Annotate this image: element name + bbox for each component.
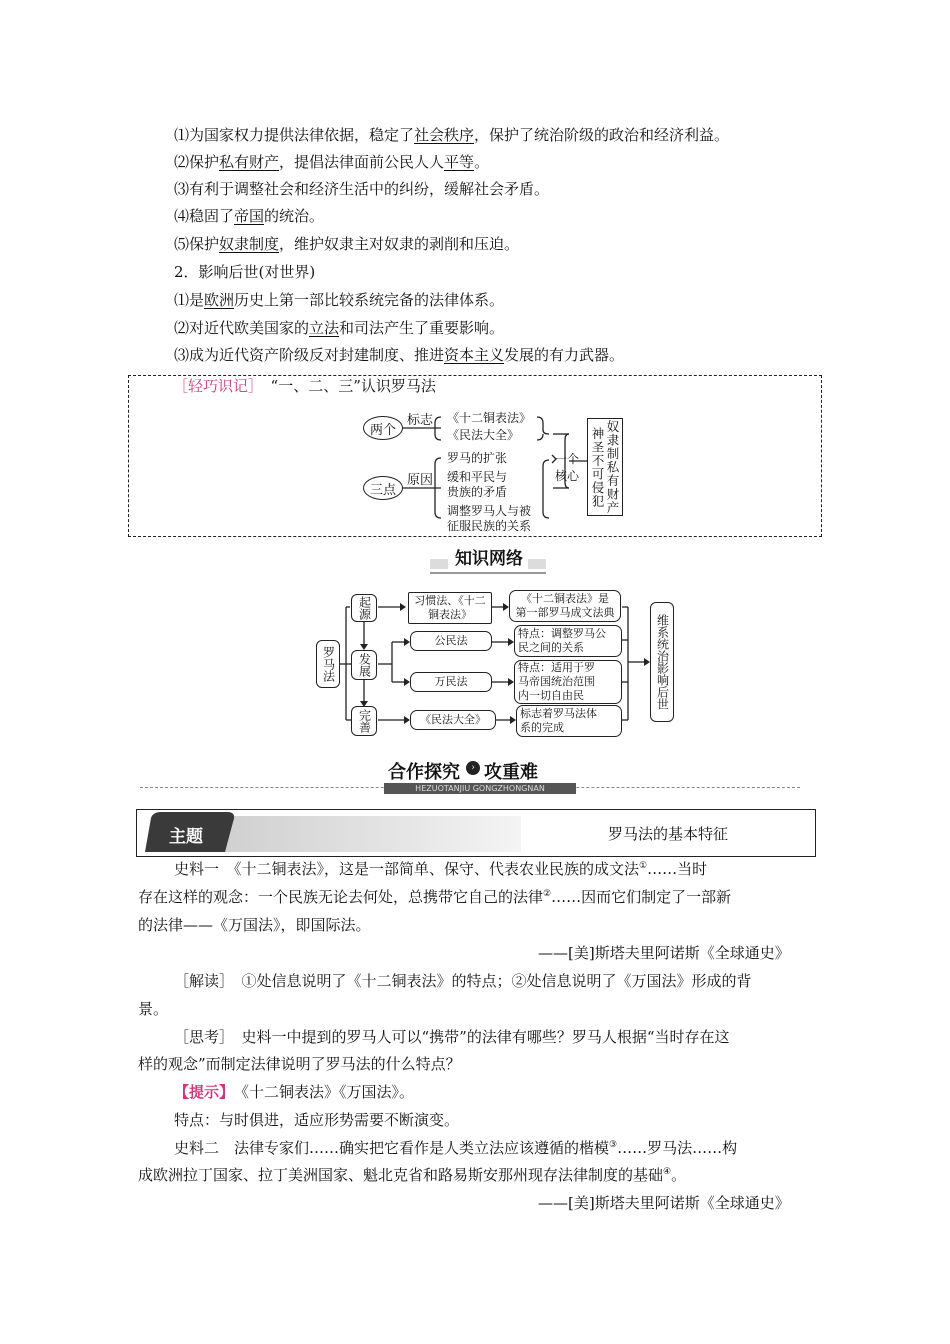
memo-label-reason: 原因 — [407, 473, 434, 488]
hint-line: 【提示】 《十二铜表法》《万国法》。 — [174, 1083, 415, 1101]
network-corpus-juris: 《民法大全》 — [410, 710, 496, 730]
network-civil-law-feature: 特点：调整罗马公 民之间的关系 — [514, 625, 622, 657]
source2-line-2: 成欧洲拉丁国家、拉丁美洲国家、魁北克省和路易斯安那州现存法律制度的基础④。 — [138, 1166, 687, 1184]
network-jus-gentium: 万民法 — [410, 672, 492, 692]
topic-bar — [136, 809, 816, 857]
memo-reason-2b: 贵族的矛盾 — [447, 485, 508, 499]
memo-header: ［轻巧识记］ “一、二、三”认识罗马法 — [173, 377, 436, 395]
effect-item-2: ⑵保护私有财产，提倡法律面前公民人人平等。 — [174, 153, 490, 171]
interpretation-line-1: ［解读］ ①处信息说明了《十二铜表法》的特点；②处信息说明了《万国法》形成的背 — [174, 972, 752, 990]
memo-node-two: 两个 — [363, 416, 403, 440]
topic-label-area — [137, 810, 521, 856]
source1-line-3: 的法律——《万国法》，即国际法。 — [138, 916, 371, 934]
memo-core-box: 神圣不可侵犯 奴隶制私有财产 — [587, 418, 623, 516]
think-line-1: ［思考］ 史料一中提到的罗马人可以“携带”的法律有哪些？罗马人根据“当时存在这 — [174, 1028, 730, 1046]
memo-reason-3a: 调整罗马人与被 — [447, 504, 532, 518]
memo-law-1: 《十二铜表法》 — [447, 411, 532, 425]
memo-reason-3b: 征服民族的关系 — [447, 519, 532, 533]
memo-node-three: 三点 — [363, 476, 403, 500]
source1-line-1: 史料一 《十二铜表法》，这是一部简单、保守、代表农业民族的成文法①……当时 — [174, 860, 708, 878]
network-result: 维系统治影响后世 — [650, 602, 674, 722]
effect-item-1: ⑴为国家权力提供法律依据，稳定了社会秩序，保护了统治阶级的政治和经济利益。 — [174, 126, 730, 144]
section-heading-influence: 2．影响后世(对世界) — [174, 263, 316, 281]
network-develop: 发展 — [351, 650, 377, 680]
network-origin-first-code: 《十二铜表法》是 第一部罗马成文法典 — [509, 590, 621, 622]
memo-label-mark: 标志 — [407, 413, 434, 428]
think-line-2: 样的观念”而制定法律说明了罗马法的什么特点？ — [138, 1055, 461, 1073]
source2-line-1: 史料二 法律专家们……确实把它看作是人类立法应该遵循的楷模③……罗马法……构 — [174, 1139, 738, 1157]
network-title: 知识网络 — [455, 549, 523, 569]
memo-one-b: 核心 — [555, 469, 580, 483]
memo-law-2: 《民法大全》 — [447, 428, 520, 442]
coop-arrow-icon: › — [466, 761, 480, 775]
network-corpus-juris-meaning: 标志着罗马法体 系的完成 — [516, 705, 622, 737]
effect-item-5: ⑸保护奴隶制度，维护奴隶主对奴隶的剥削和压迫。 — [174, 235, 520, 253]
hint-feature: 特点：与时俱进，适应形势需要不断演变。 — [174, 1111, 460, 1129]
network-root-roman-law: 罗马法 — [316, 640, 340, 688]
influence-item-2: ⑵对近代欧美国家的立法和司法产生了重要影响。 — [174, 319, 505, 337]
interpretation-line-2: 景。 — [138, 1000, 169, 1018]
influence-item-1: ⑴是欧洲历史上第一部比较系统完备的法律体系。 — [174, 291, 505, 309]
source1-citation: ——[美]斯塔夫里阿诺斯《全球通史》 — [538, 944, 790, 962]
network-origin: 起源 — [351, 594, 377, 622]
memo-reason-1: 罗马的扩张 — [447, 451, 508, 465]
coop-pinyin-bar: HEZUOTANJIU GONGZHONGNAN — [384, 783, 576, 794]
network-jus-gentium-feature: 特点：适用于罗 马帝国统治范围 内一切自由民 — [514, 660, 622, 704]
coop-title: 合作探究 › 攻重难 — [388, 762, 538, 783]
effect-item-3: ⑶有利于调整社会和经济生活中的纠纷，缓解社会矛盾。 — [174, 180, 550, 198]
source2-citation: ——[美]斯塔夫里阿诺斯《全球通史》 — [538, 1194, 790, 1212]
network-perfect: 完善 — [351, 706, 377, 736]
memo-one-a: 一个 — [555, 452, 580, 466]
source1-line-2: 存在这样的观念：一个民族无论去何处，总携带它自己的法律②……因而它们制定了一部新 — [138, 888, 732, 906]
memo-reason-2a: 缓和平民与 — [447, 470, 508, 484]
network-civil-law: 公民法 — [410, 631, 492, 651]
influence-item-3: ⑶成为近代资产阶级反对封建制度、推进资本主义发展的有力武器。 — [174, 346, 625, 364]
network-origin-custom-law: 习惯法、《十二 铜表法》 — [408, 592, 492, 624]
effect-item-4: ⑷稳固了帝国的统治。 — [174, 207, 325, 225]
topic-title: 罗马法的基本特征 — [607, 824, 728, 843]
topic-label: 主题 — [169, 827, 203, 847]
